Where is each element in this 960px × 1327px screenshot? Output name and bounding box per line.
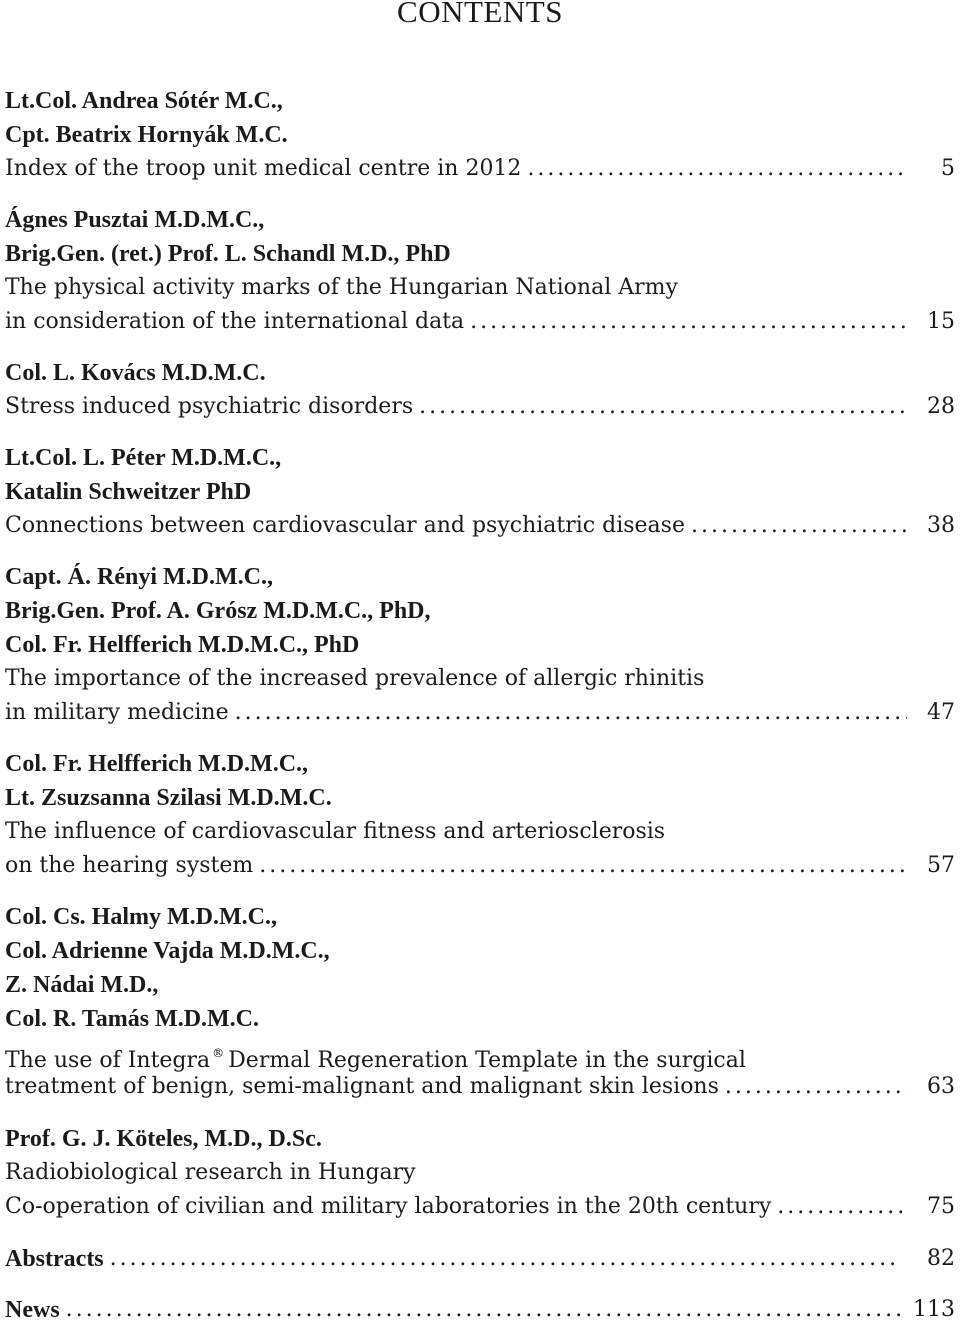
entry-title: The influence of cardiovascular fitness and arteriosclerosis [5, 819, 666, 844]
dot-leader [691, 509, 907, 543]
entry-author: Ágnes Pusztai M.D.M.C., [5, 207, 265, 233]
entry-author: Col. R. Tamás M.D.M.C. [5, 1006, 260, 1032]
page-number: 15 [927, 309, 955, 334]
page-number: 63 [927, 1074, 955, 1099]
entry-author: Lt.Col. Andrea Sótér M.C., [5, 88, 283, 114]
toc-entry-link[interactable] [5, 509, 955, 543]
entry-title: Index of the troop unit medical centre in 2012 [5, 156, 522, 181]
toc-entry-news[interactable] [5, 1293, 955, 1327]
entry-author: Z. Nádai M.D., [5, 972, 159, 998]
registered-mark: ® [212, 1046, 225, 1060]
section-title: News [5, 1297, 60, 1323]
entry-author: Lt. Zsuzsanna Szilasi M.D.M.C. [5, 785, 332, 811]
dot-leader [725, 1070, 907, 1104]
toc-entry-link[interactable] [5, 1190, 955, 1224]
page-number: 5 [941, 156, 955, 181]
toc-entry-abstracts[interactable] [5, 1242, 955, 1276]
entry-title [5, 1036, 746, 1073]
section-title: Abstracts [5, 1246, 104, 1272]
entry-title: on the hearing system [5, 853, 254, 878]
toc-entry-link[interactable] [5, 696, 955, 730]
entry-title-part: Dermal Regeneration Template in the surgical [228, 1048, 746, 1073]
page-number: 113 [913, 1297, 955, 1322]
page-number: 57 [927, 853, 955, 878]
entry-title: treatment of benign, semi-malignant and malignant skin lesions [5, 1074, 719, 1099]
dot-leader [259, 849, 907, 883]
dot-leader [110, 1242, 901, 1276]
entry-title: Radiobiological research in Hungary [5, 1160, 416, 1185]
page-number: 38 [927, 513, 955, 538]
page-number: 75 [927, 1194, 955, 1219]
entry-title: Co-operation of civilian and military laboratories in the 20th century [5, 1194, 772, 1219]
entry-title-part: The use of Integra [5, 1048, 211, 1073]
entry-title: Stress induced psychiatric disorders [5, 394, 414, 419]
entry-title: Connections between cardiovascular and psychiatric disease [5, 513, 685, 538]
entry-author: Brig.Gen. Prof. A. Grósz M.D.M.C., PhD, [5, 598, 431, 624]
entry-title: in consideration of the international data [5, 309, 465, 334]
entry-author: Prof. G. J. Köteles, M.D., D.Sc. [5, 1126, 322, 1152]
entry-title: in military medicine [5, 700, 229, 725]
entry-author: Cpt. Beatrix Hornyák M.C. [5, 122, 288, 148]
entry-title: The importance of the increased prevalence of allergic rhinitis [5, 666, 705, 691]
dot-leader [470, 305, 907, 339]
page-number: 82 [927, 1246, 955, 1271]
toc-entry-link[interactable] [5, 152, 955, 186]
toc-entry-link[interactable] [5, 390, 955, 424]
toc-entry-link[interactable] [5, 1070, 955, 1104]
dot-leader [527, 152, 907, 186]
entry-author: Col. L. Kovács M.D.M.C. [5, 360, 266, 386]
entry-author: Col. Fr. Helfferich M.D.M.C., [5, 751, 309, 777]
dot-leader [66, 1293, 901, 1327]
entry-author: Capt. Á. Rényi M.D.M.C., [5, 564, 273, 590]
entry-author: Col. Adrienne Vajda M.D.M.C., [5, 938, 330, 964]
page-number: 28 [927, 394, 955, 419]
page-number: 47 [927, 700, 955, 725]
dot-leader [777, 1190, 907, 1224]
entry-author: Katalin Schweitzer PhD [5, 479, 252, 505]
toc-entry-link[interactable] [5, 849, 955, 883]
dot-leader [235, 696, 907, 730]
toc-entry-link[interactable] [5, 305, 955, 339]
entry-title: The physical activity marks of the Hungarian National Army [5, 275, 678, 300]
page-title: CONTENTS [397, 0, 563, 29]
entry-author: Brig.Gen. (ret.) Prof. L. Schandl M.D., PhD [5, 241, 451, 267]
dot-leader [419, 390, 907, 424]
entry-author: Lt.Col. L. Péter M.D.M.C., [5, 445, 282, 471]
entry-author: Col. Cs. Halmy M.D.M.C., [5, 904, 277, 930]
entry-author: Col. Fr. Helfferich M.D.M.C., PhD [5, 632, 360, 658]
